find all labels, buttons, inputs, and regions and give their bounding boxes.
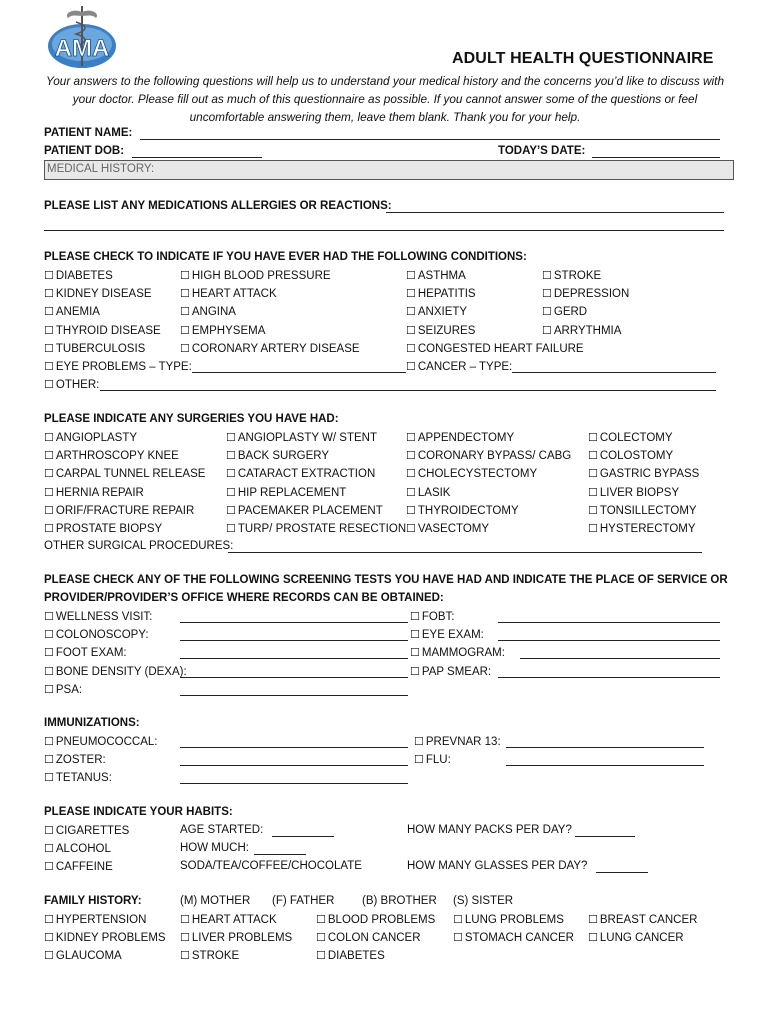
surgery-checkbox[interactable]: ☐ LASIK (406, 486, 450, 499)
surgery-checkbox[interactable]: ☐ LIVER BIOPSY (588, 486, 679, 499)
family-legend-item: (S) SISTER (453, 895, 514, 907)
how-much-field[interactable] (254, 854, 306, 855)
immunization-date-field[interactable] (180, 783, 408, 784)
condition-checkbox[interactable]: ☐ EMPHYSEMA (180, 324, 265, 337)
immunization-checkbox[interactable]: ☐ PNEUMOCOCCAL: (44, 735, 157, 748)
screening-checkbox[interactable]: ☐ WELLNESS VISIT: (44, 610, 152, 623)
immunization-date-field[interactable] (506, 747, 704, 748)
family-legend-item: (B) BROTHER (362, 895, 437, 907)
habits-heading: PLEASE INDICATE YOUR HABITS: (44, 806, 233, 818)
surgery-checkbox[interactable]: ☐ ANGIOPLASTY W/ STENT (226, 431, 377, 444)
immunization-checkbox[interactable]: ☐ ZOSTER: (44, 753, 106, 766)
medical-history-bar (44, 160, 734, 180)
family-history-checkbox[interactable]: ☐ KIDNEY PROBLEMS (44, 931, 166, 944)
screening-checkbox[interactable]: ☐ EYE EXAM: (410, 628, 484, 641)
screening-place-field[interactable] (180, 622, 408, 623)
immunization-checkbox[interactable]: ☐ TETANUS: (44, 771, 112, 784)
eye-problems-checkbox[interactable]: ☐ EYE PROBLEMS – TYPE: (44, 360, 192, 373)
meds-label: PLEASE LIST ANY MEDICATIONS ALLERGIES OR REACTIONS: (44, 200, 392, 212)
immunization-checkbox[interactable]: ☐ PREVNAR 13: (414, 735, 501, 748)
ama-logo (44, 4, 122, 70)
screening-place-field[interactable] (180, 695, 408, 696)
surgery-checkbox[interactable]: ☐ ARTHROSCOPY KNEE (44, 449, 179, 462)
form-title: ADULT HEALTH QUESTIONNAIRE (452, 50, 714, 67)
condition-checkbox[interactable]: ☐ GERD (542, 305, 587, 318)
surgery-checkbox[interactable]: ☐ TURP/ PROSTATE RESECTION (226, 522, 406, 535)
surgery-checkbox[interactable]: ☐ COLECTOMY (588, 431, 673, 444)
other-condition-checkbox[interactable]: ☐ OTHER: (44, 378, 99, 391)
family-history-checkbox[interactable]: ☐ STOMACH CANCER (453, 931, 574, 944)
logo-text: AMA (54, 35, 110, 62)
condition-checkbox[interactable]: ☐ KIDNEY DISEASE (44, 287, 152, 300)
condition-checkbox[interactable]: ☐ DIABETES (44, 269, 113, 282)
surgery-checkbox[interactable]: ☐ BACK SURGERY (226, 449, 329, 462)
condition-checkbox[interactable]: ☐ HEART ATTACK (180, 287, 277, 300)
patient-dob-label: PATIENT DOB: (44, 145, 125, 157)
surgery-checkbox[interactable]: ☐ COLOSTOMY (588, 449, 673, 462)
cancer-checkbox[interactable]: ☐ CANCER – TYPE: (406, 360, 512, 373)
surgery-checkbox[interactable]: ☐ ANGIOPLASTY (44, 431, 137, 444)
screening-checkbox[interactable]: ☐ PSA: (44, 683, 82, 696)
other-surgical-field[interactable] (228, 552, 702, 553)
surgery-checkbox[interactable]: ☐ CORONARY BYPASS/ CABG (406, 449, 571, 462)
family-history-checkbox[interactable]: ☐ HYPERTENSION (44, 913, 146, 926)
family-history-checkbox[interactable]: ☐ BLOOD PROBLEMS (316, 913, 435, 926)
surgery-checkbox[interactable]: ☐ VASECTOMY (406, 522, 489, 535)
family-history-checkbox[interactable]: ☐ HEART ATTACK (180, 913, 277, 926)
age-started-label: AGE STARTED: (180, 824, 264, 836)
screening-checkbox[interactable]: ☐ PAP SMEAR: (410, 665, 491, 678)
immunization-date-field[interactable] (506, 765, 704, 766)
condition-checkbox[interactable]: ☐ SEIZURES (406, 324, 475, 337)
family-heading: FAMILY HISTORY: (44, 895, 142, 907)
surgery-checkbox[interactable]: ☐ CATARACT EXTRACTION (226, 467, 375, 480)
packs-label: HOW MANY PACKS PER DAY? (407, 824, 572, 836)
screening-place-field[interactable] (180, 640, 408, 641)
immunization-date-field[interactable] (180, 765, 408, 766)
family-history-checkbox[interactable]: ☐ LUNG CANCER (588, 931, 684, 944)
screening-place-field[interactable] (498, 640, 720, 641)
condition-checkbox[interactable]: ☐ ANGINA (180, 305, 236, 318)
condition-checkbox[interactable]: ☐ ANXIETY (406, 305, 467, 318)
condition-checkbox[interactable]: ☐ DEPRESSION (542, 287, 629, 300)
condition-checkbox[interactable]: ☐ ASTHMA (406, 269, 466, 282)
screening-checkbox[interactable]: ☐ BONE DENSITY (DEXA): (44, 665, 187, 678)
other-surgical-label: OTHER SURGICAL PROCEDURES: (44, 540, 234, 552)
condition-checkbox[interactable]: ☐ CONGESTED HEART FAILURE (406, 342, 584, 355)
screening-place-field[interactable] (520, 658, 720, 659)
meds-field[interactable] (386, 212, 724, 213)
family-history-checkbox[interactable]: ☐ STROKE (180, 949, 239, 962)
conditions-heading: PLEASE CHECK TO INDICATE IF YOU HAVE EVER HAD THE FOLLOWING CONDITIONS: (44, 251, 527, 263)
surgery-checkbox[interactable]: ☐ CARPAL TUNNEL RELEASE (44, 467, 205, 480)
condition-checkbox[interactable]: ☐ ARRYTHMIA (542, 324, 621, 337)
condition-checkbox[interactable]: ☐ ANEMIA (44, 305, 100, 318)
screening-checkbox[interactable]: ☐ MAMMOGRAM: (410, 646, 505, 659)
family-history-checkbox[interactable]: ☐ COLON CANCER (316, 931, 421, 944)
family-history-checkbox[interactable]: ☐ GLAUCOMA (44, 949, 122, 962)
surgery-checkbox[interactable]: ☐ TONSILLECTOMY (588, 504, 697, 517)
patient-name-label: PATIENT NAME: (44, 127, 133, 139)
condition-checkbox[interactable]: ☐ HIGH BLOOD PRESSURE (180, 269, 331, 282)
habit-checkbox[interactable]: ☐ ALCOHOL (44, 842, 111, 855)
glasses-field[interactable] (596, 872, 648, 873)
cancer-field[interactable] (512, 372, 716, 373)
immunization-checkbox[interactable]: ☐ FLU: (414, 753, 451, 766)
condition-checkbox[interactable]: ☐ CORONARY ARTERY DISEASE (180, 342, 360, 355)
condition-checkbox[interactable]: ☐ STROKE (542, 269, 601, 282)
soda-label: SODA/TEA/COFFEE/CHOCOLATE (180, 860, 362, 872)
condition-checkbox[interactable]: ☐ TUBERCULOSIS (44, 342, 145, 355)
habit-checkbox[interactable]: ☐ CAFFEINE (44, 860, 113, 873)
family-history-checkbox[interactable]: ☐ BREAST CANCER (588, 913, 697, 926)
family-history-checkbox[interactable]: ☐ LIVER PROBLEMS (180, 931, 292, 944)
family-history-checkbox[interactable]: ☐ LUNG PROBLEMS (453, 913, 564, 926)
packs-field[interactable] (575, 836, 635, 837)
immunization-date-field[interactable] (180, 747, 408, 748)
family-legend-item: (M) MOTHER (180, 895, 251, 907)
intro-text: Your answers to the following questions will help us to understand your medical history and the concerns you’d like to discuss with your doctor. Please fill out as much of this questionnaire as possible. If you cannot answer some of the questions or feel uncomfortable answering them, leave them blank. Thank you for your help. (45, 74, 725, 124)
habit-checkbox[interactable]: ☐ CIGARETTES (44, 824, 129, 837)
patient-name-field[interactable] (140, 139, 720, 140)
screening-heading-2: PROVIDER/PROVIDER’S OFFICE WHERE RECORDS CAN BE OBTAINED: (44, 592, 444, 604)
today-date-label: TODAY’S DATE: (498, 145, 586, 157)
how-much-label: HOW MUCH: (180, 842, 249, 854)
surgery-checkbox[interactable]: ☐ GASTRIC BYPASS (588, 467, 699, 480)
screening-place-field[interactable] (498, 622, 720, 623)
meds-field-2[interactable] (44, 230, 724, 231)
condition-checkbox[interactable]: ☐ HEPATITIS (406, 287, 476, 300)
screening-checkbox[interactable]: ☐ FOOT EXAM: (44, 646, 127, 659)
surgery-checkbox[interactable]: ☐ CHOLECYSTECTOMY (406, 467, 537, 480)
medical-history-label: MEDICAL HISTORY: (47, 163, 155, 175)
surgery-checkbox[interactable]: ☐ ORIF/FRACTURE REPAIR (44, 504, 194, 517)
screening-place-field[interactable] (180, 677, 408, 678)
today-date-field[interactable] (592, 157, 720, 158)
eye-problems-field[interactable] (192, 372, 406, 373)
other-condition-field[interactable] (100, 390, 716, 391)
surgeries-heading: PLEASE INDICATE ANY SURGERIES YOU HAVE HAD: (44, 413, 339, 425)
surgery-checkbox[interactable]: ☐ APPENDECTOMY (406, 431, 514, 444)
glasses-label: HOW MANY GLASSES PER DAY? (407, 860, 588, 872)
screening-heading-1: PLEASE CHECK ANY OF THE FOLLOWING SCREENING TESTS YOU HAVE HAD AND INDICATE THE PLACE OF SERVICE OR (44, 574, 728, 586)
family-history-checkbox[interactable]: ☐ DIABETES (316, 949, 385, 962)
patient-dob-field[interactable] (132, 157, 262, 158)
family-legend-item: (F) FATHER (272, 895, 335, 907)
surgery-checkbox[interactable]: ☐ HERNIA REPAIR (44, 486, 144, 499)
age-started-field[interactable] (272, 836, 334, 837)
screening-checkbox[interactable]: ☐ FOBT: (410, 610, 454, 623)
surgery-checkbox[interactable]: ☐ HIP REPLACEMENT (226, 486, 346, 499)
surgery-checkbox[interactable]: ☐ THYROIDECTOMY (406, 504, 519, 517)
immunizations-heading: IMMUNIZATIONS: (44, 717, 140, 729)
surgery-checkbox[interactable]: ☐ HYSTERECTOMY (588, 522, 696, 535)
surgery-checkbox[interactable]: ☐ PACEMAKER PLACEMENT (226, 504, 383, 517)
surgery-checkbox[interactable]: ☐ PROSTATE BIOPSY (44, 522, 162, 535)
condition-checkbox[interactable]: ☐ THYROID DISEASE (44, 324, 161, 337)
screening-checkbox[interactable]: ☐ COLONOSCOPY: (44, 628, 149, 641)
screening-place-field[interactable] (180, 658, 408, 659)
screening-place-field[interactable] (498, 677, 720, 678)
